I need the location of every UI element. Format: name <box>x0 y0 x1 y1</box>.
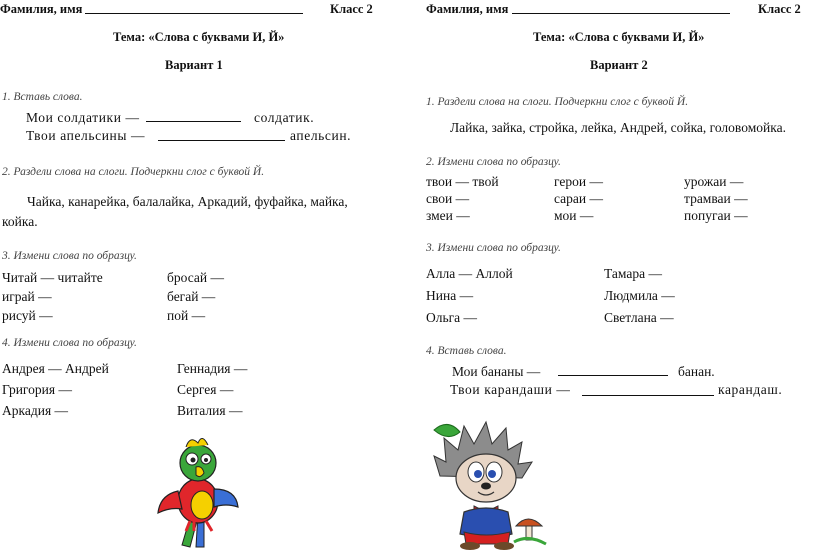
task3-row1-col1: Алла — Аллой <box>426 266 513 281</box>
task1-line1-end: солдатик. <box>254 110 315 125</box>
task4-row3-col2: Виталия — <box>177 403 243 418</box>
task4-row1-col2: Геннадия — <box>177 361 248 376</box>
task3-row1-col2: бросай — <box>167 270 224 285</box>
task4-line1-blank <box>558 375 668 376</box>
task1-line1-blank <box>146 121 241 122</box>
task4-line1-start: Мои бананы — <box>452 364 541 379</box>
name-underline <box>85 13 303 14</box>
class-label: Класс 2 <box>758 2 801 16</box>
task2-row3-col1: змеи — <box>426 208 470 223</box>
task4-row1-col1: Андрея — Андрей <box>2 361 109 376</box>
task1-line2-blank <box>158 140 285 141</box>
task3-row2-col2: бегай — <box>167 289 216 304</box>
task4-row3-col1: Аркадия — <box>2 403 69 418</box>
parrot-illustration <box>152 433 244 551</box>
task4-row2-col1: Григория — <box>2 382 72 397</box>
task2-row3-col3: попугаи — <box>684 208 748 223</box>
task2-row1-col1: твои — твой <box>426 174 499 189</box>
task2-title: 2. Измени слова по образцу. <box>426 156 561 168</box>
task2-line2: койка. <box>2 214 38 229</box>
task1-title: 1. Вставь слова. <box>2 91 83 103</box>
variant-title: Вариант 1 <box>165 58 223 72</box>
worksheet-variant-1 <box>0 0 390 556</box>
task2-row2-col3: трамваи — <box>684 191 748 206</box>
task3-row3-col1: Ольга — <box>426 310 478 325</box>
variant-title: Вариант 2 <box>590 58 648 72</box>
task3-row3-col1: рисуй — <box>2 308 53 323</box>
task3-row1-col1: Читай — читайте <box>2 270 103 285</box>
task3-row3-col2: Светлана — <box>604 310 674 325</box>
task4-title: 4. Измени слова по образцу. <box>2 337 137 349</box>
task2-row1-col3: урожаи — <box>684 174 744 189</box>
task1-line2-end: апельсин. <box>290 128 352 143</box>
task1-title: 1. Раздели слова на слоги. Подчеркни слог с буквой Й. <box>426 96 689 108</box>
task2-row3-col2: мои — <box>554 208 594 223</box>
name-label: Фамилия, имя <box>426 2 509 16</box>
task3-row2-col1: играй — <box>2 289 52 304</box>
task3-row2-col2: Людмила — <box>604 288 675 303</box>
task2-row2-col2: сараи — <box>554 191 603 206</box>
task3-row3-col2: пой — <box>167 308 206 323</box>
task1-line2-start: Твои апельсины — <box>26 128 146 143</box>
task2-row1-col2: герои — <box>554 174 603 189</box>
task3-row2-col1: Нина — <box>426 288 474 303</box>
task3-title: 3. Измени слова по образцу. <box>426 242 561 254</box>
topic-title: Тема: «Слова с буквами И, Й» <box>533 30 705 44</box>
task4-row2-col2: Сергея — <box>177 382 234 397</box>
task2-row2-col1: свои — <box>426 191 470 206</box>
worksheet-variant-2 <box>420 0 816 556</box>
task4-title: 4. Вставь слова. <box>426 345 507 357</box>
name-label: Фамилия, имя <box>0 2 83 16</box>
task4-line2-end: карандаш. <box>718 382 783 397</box>
task1-line: Лайка, зайка, стройка, лейка, Андрей, сойка, головомойка. <box>450 120 786 135</box>
task1-line1-start: Мои солдатики — <box>26 110 140 125</box>
task3-title: 3. Измени слова по образцу. <box>2 250 137 262</box>
class-label: Класс 2 <box>330 2 373 16</box>
topic-title: Тема: «Слова с буквами И, Й» <box>113 30 285 44</box>
task4-line2-blank <box>582 395 714 396</box>
task4-line2-start: Твои карандаши — <box>450 382 571 397</box>
task4-line1-end: банан. <box>678 364 715 379</box>
task2-line1: Чайка, канарейка, балалайка, Аркадий, фуфайка, майка, <box>27 194 348 209</box>
task2-title: 2. Раздели слова на слоги. Подчеркни слог с буквой Й. <box>2 166 265 178</box>
hedgehog-illustration <box>430 416 548 552</box>
task3-row1-col2: Тамара — <box>604 266 662 281</box>
name-underline <box>512 13 730 14</box>
